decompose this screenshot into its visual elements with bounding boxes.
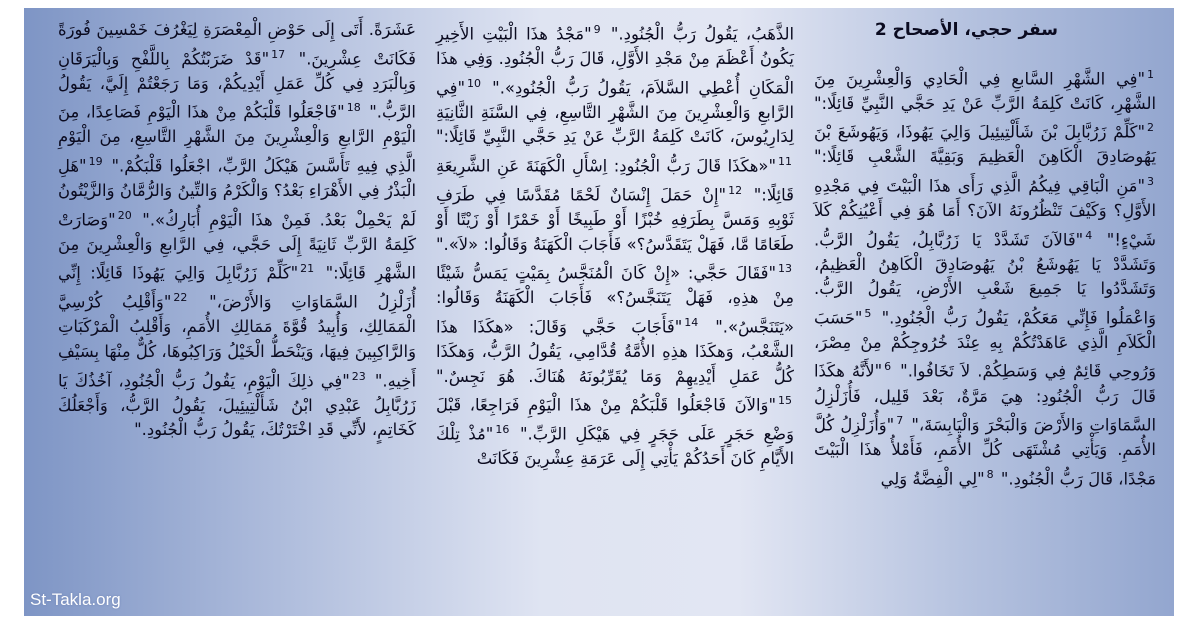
verse-text: "لِي الْفِضَّةُ وَلِي [880, 469, 985, 489]
verse-number: 2 [1147, 121, 1154, 135]
verse-number: 22 [173, 291, 188, 305]
verse-number: 8 [986, 467, 994, 481]
verse-number: 12 [728, 183, 743, 197]
verse-text: "مَنِ الْبَاقِي فِيكُمُ الَّذِي رَأَى هذَا الْبَيْتَ فِي مَجْدِهِ الأَوَّلِ؟ وَكَيْفَ تَنْظُرُونَهُ الآنَ؟ أَمَا هُوَ فِي أَعْيُنِكُمْ كَلاَ شَيْءٍ!" [814, 176, 1156, 250]
verse-number: 4 [1085, 228, 1093, 242]
verse-text: "كَلِّمْ زَرُبَّابِلَ وَالِيَ يَهُوذَا قَائِلًا: إِنِّي أُزَلْزِلُ السَّمَاوَاتِ وَالأَرْضَ،" [58, 263, 416, 312]
verse-number: 6 [884, 360, 892, 374]
verse-text: عَشَرَةً. أَتَى إِلَى حَوْضِ الْمِعْصَرَةِ لِيَغْرُفَ خَمْسِينَ فُورَةً فَكَانَتْ عِشْرِينَ." [58, 20, 416, 69]
verse-text: "مُذْ تِلْكَ الأَيَّامِ كَانَ أَحَدُكُمْ يَأْتِي إِلَى عَرَمَةِ عِشْرِينَ فَكَانَتْ [436, 424, 794, 469]
verse-text: "فَاجْعَلُوا قَلْبَكُمْ مِنْ هذَا الْيَوْمِ فَصَاعِدًا، مِنَ الْيَوْمِ الرَّابعِ وَالْعِشْرِينَ مِنَ الشَّهْرِ التَّاسِعِ، مِنَ الْيَوْمِ الَّذِي فِيهِ تَأَسَّسَ هَيْكَلُ الرَّبِّ، اجْعَلُوا قَلْبَكُمْ." [58, 102, 416, 176]
verses-column-2 [436, 18, 794, 472]
verse-text: "وَصَارَتْ كَلِمَةُ الرَّبِّ ثَانِيَةً إِلَى حَجَّي، فِي الرَّابعِ وَالْعِشْرِينَ مِنَ الشَّهْرِ قَائِلًا:" [58, 210, 417, 283]
text-column-right [814, 18, 1156, 492]
text-column-middle [436, 18, 794, 472]
verse-text: "فِي الرَّابعِ وَالْعِشْرِينَ مِنَ الشَّهْرِ التَّاسِعِ، فِي السَّنَةِ الثَّانِيَةِ لِدَارِيُوسَ، كَانَتْ كَلِمَةُ الرَّبِّ عَنْ يَدِ حَجَّي النَّبِيِّ قَائِلًا:" [436, 78, 794, 147]
verse-number: 21 [300, 262, 315, 276]
verse-text: "قَدْ ضَرَبْتُكُمْ بِاللَّفْحِ وَبِالْيَرَقَانِ وَبِالْبَرَدِ فِي كُلِّ عَمَلِ أَيْدِيكُمْ، وَمَا رَجَعْتُمْ إِلَيَّ، يَقُولُ الرَّبُّ." [58, 49, 416, 122]
verse-number: 15 [778, 394, 792, 408]
verse-number: 16 [495, 423, 510, 437]
verse-text: "إِنْ حَمَلَ إِنْسَانٌ لَحْمًا مُقَدَّسًا فِي طَرَفِ ثَوْبِهِ وَمَسَّ بِطَرَفِهِ خُبْزًا أَوْ طَبِيخًا أَوْ خَمْرًا أَوْ زَيْتًا أَوْ طَعَامًا مَّا، فَهَلْ يَتَقَدَّسُ؟» فَأَجَابَ الْكَهَنَةُ وَقَالُوا: «لاَ»." [436, 185, 794, 254]
verse-text: "كَلِّمْ زَرُبَّابِلَ بْنَ شَأَلْتِيئِيلَ وَالِيَ يَهُوذَا، وَيَهُوشَعَ بْنَ يَهُوصَادِقَ الْكَاهِنَ الْعَظِيمَ وَبَقِيَّةَ الشَّعْبِ قَائِلًا:" [814, 122, 1156, 167]
verse-number: 7 [896, 414, 904, 428]
verse-number: 5 [864, 306, 872, 320]
verse-text: "فَأَجَابَ حَجَّي وَقَالَ: «هكَذَا هذَا الشَّعْبُ، وَهكَذَا هذِهِ الأُمَّةُ قُدَّامِي، يَقُولُ الرَّبُّ، وَهكَذَا كُلُّ عَمَلِ أَيْدِيهِمْ وَمَا يُقَرِّبُونَهُ هُنَاكَ. هُوَ نَجِسٌ." [436, 317, 794, 386]
verse-text: "لأَنَّهُ هكَذَا قَالَ رَبُّ الْجُنُودِ: هِيَ مَرَّةٌ، بَعْدَ قَلِيل، فَأُزَلْزِلُ السَّمَاوَاتِ وَالأَرْضَ وَالْبَحْرَ وَالْيَابِسَةَ،" [814, 361, 1156, 435]
verse-number: 14 [684, 315, 699, 329]
verse-number: 9 [593, 23, 601, 36]
verse-text: "مَجْدُ هذَا الْبَيْتِ الأَخِيرِ يَكُونُ أَعْظَمَ مِنْ مَجْدِ الأَوَّلِ، قَالَ رَبُّ الْجُنُودِ. وَفِي هذَا الْمَكَانِ أُعْطِي السَّلاَمَ، يَقُولُ رَبُّ الْجُنُودِ»." [436, 24, 794, 98]
verse-text: "فِي ذلِكَ الْيَوْمِ، يَقُولُ رَبُّ الْجُنُودِ، آخُذُكَ يَا زَرُبَّابِلُ عَبْدِي ابْنُ شَأَلْتِيئِيلَ، يَقُولُ الرَّبُّ، وَأَجْعَلُكَ كَخَاتِمٍ، لأَنِّي قَدِ اخْتَرْتُكَ، يَقُولُ رَبُّ الْجُنُودِ." [58, 371, 416, 440]
verse-text: "«هكَذَا قَالَ رَبُّ الْجُنُودِ: اِسْأَلِ الْكَهَنَةَ عَنِ الشَّرِيعَةِ قَائِلًا:" [436, 156, 794, 205]
verse-text: "وَأُزَلْزِلُ كُلَّ الأُمَمِ. وَيَأْتِي مُشْتَهَى كُلِّ الأُمَمِ، فَأَمْلأُ هذَا الْبَيْتَ مَجْدًا، قَالَ رَبُّ الْجُنُودِ." [814, 415, 1156, 489]
verse-text: "فِي الشَّهْرِ السَّابعِ فِي الْحَادِي وَالْعِشْرِينَ مِنَ الشَّهْرِ، كَانَتْ كَلِمَةُ الرَّبِّ عَنْ يَدِ حَجَّي النَّبِيِّ قَائِلًا:" [814, 69, 1156, 113]
verse-number: 19 [88, 154, 103, 168]
verse-text: "فَالآنَ تَشَدَّدْ يَا زَرُبَّابِلُ، يَقُولُ الرَّبُّ. وَتَشَدَّدْ يَا يَهُوشَعُ بْنُ يَهُوصَادِقَ الْكَاهِنُ الْعَظِيمُ، وَتَشَدَّدُوا يَا جَمِيعَ شَعْبِ الأَرْضِ، يَقُولُ الرَّبُّ. وَاعْمَلُوا فَإِنِّي مَعَكُمْ، يَقُولُ رَبُّ الْجُنُودِ." [814, 230, 1156, 328]
verse-text: "فَقَالَ حَجَّي: «إِنْ كَانَ الْمُنَجَّسُ بِمَيْتٍ يَمَسُّ شَيْئًا مِنْ هذِهِ، فَهَلْ يَتَنَجَّسُ؟» فَأَجَابَ الْكَهَنَةُ وَقَالُوا: «يَتَنَجَّسُ»." [436, 263, 794, 337]
verse-number: 10 [467, 76, 482, 90]
verse-text: "هَلِ الْبَذْرُ فِي الأَهْرَاءِ بَعْدُ؟ وَالْكَرْمُ وَالتِّينُ وَالرُّمَّانُ وَالزَّيْتُونُ لَمْ يَحْمِلْ بَعْدُ. فَمِنْ هذَا الْيَوْمِ أُبَارِكُ»." [58, 156, 416, 230]
verse-number: 1 [1147, 67, 1154, 81]
verse-number: 17 [271, 47, 286, 61]
verse-number: 18 [346, 101, 361, 115]
verse-text: "وَأَقْلِبُ كُرْسِيَّ الْمَمَالِكِ، وَأُبِيدُ قُوَّةَ مَمَالِكِ الأُمَمِ، وَأَقْلِبُ الْمَرْكَبَاتِ وَالرَّاكِبِينَ فِيهَا، وَيَنْحَطُّ الْخَيْلُ وَرَاكِبُوهَا، كُلٌّ مِنْهَا بِسَيْفِ أَخِيهِ." [58, 292, 416, 390]
verse-text: "حَسَبَ الْكَلاَمِ الَّذِي عَاهَدْتُكُمْ بِهِ عِنْدَ خُرُوجِكُمْ مِنْ مِصْرَ، وَرُوحِي قَائِمٌ فِي وَسَطِكُمْ. لاَ تَخَافُوا." [814, 308, 1156, 381]
verse-number: 20 [117, 208, 132, 222]
verse-number: 13 [778, 262, 792, 276]
verse-number: 3 [1147, 174, 1154, 188]
verse-text: "وَالآنَ فَاجْعَلُوا قَلْبَكُمْ مِنْ هذَا الْيَوْمِ فَرَاجِعًا، قَبْلَ وَضْعِ حَجَرٍ عَلَى حَجَرٍ فِي هَيْكَلِ الرَّبِّ." [436, 395, 795, 444]
text-column-left [58, 18, 416, 443]
verse-number: 23 [351, 369, 366, 383]
verses-column-1 [814, 63, 1156, 492]
chapter-title: سفر حجي، الأصحاح 2 [874, 20, 1058, 40]
verse-number: 11 [778, 154, 792, 168]
site-watermark: St-Takla.org [30, 590, 121, 609]
verses-column-3 [58, 18, 416, 443]
verse-text: الذَّهَبُ، يَقُولُ رَبُّ الْجُنُودِ." [602, 24, 795, 44]
page-card [24, 8, 1174, 616]
